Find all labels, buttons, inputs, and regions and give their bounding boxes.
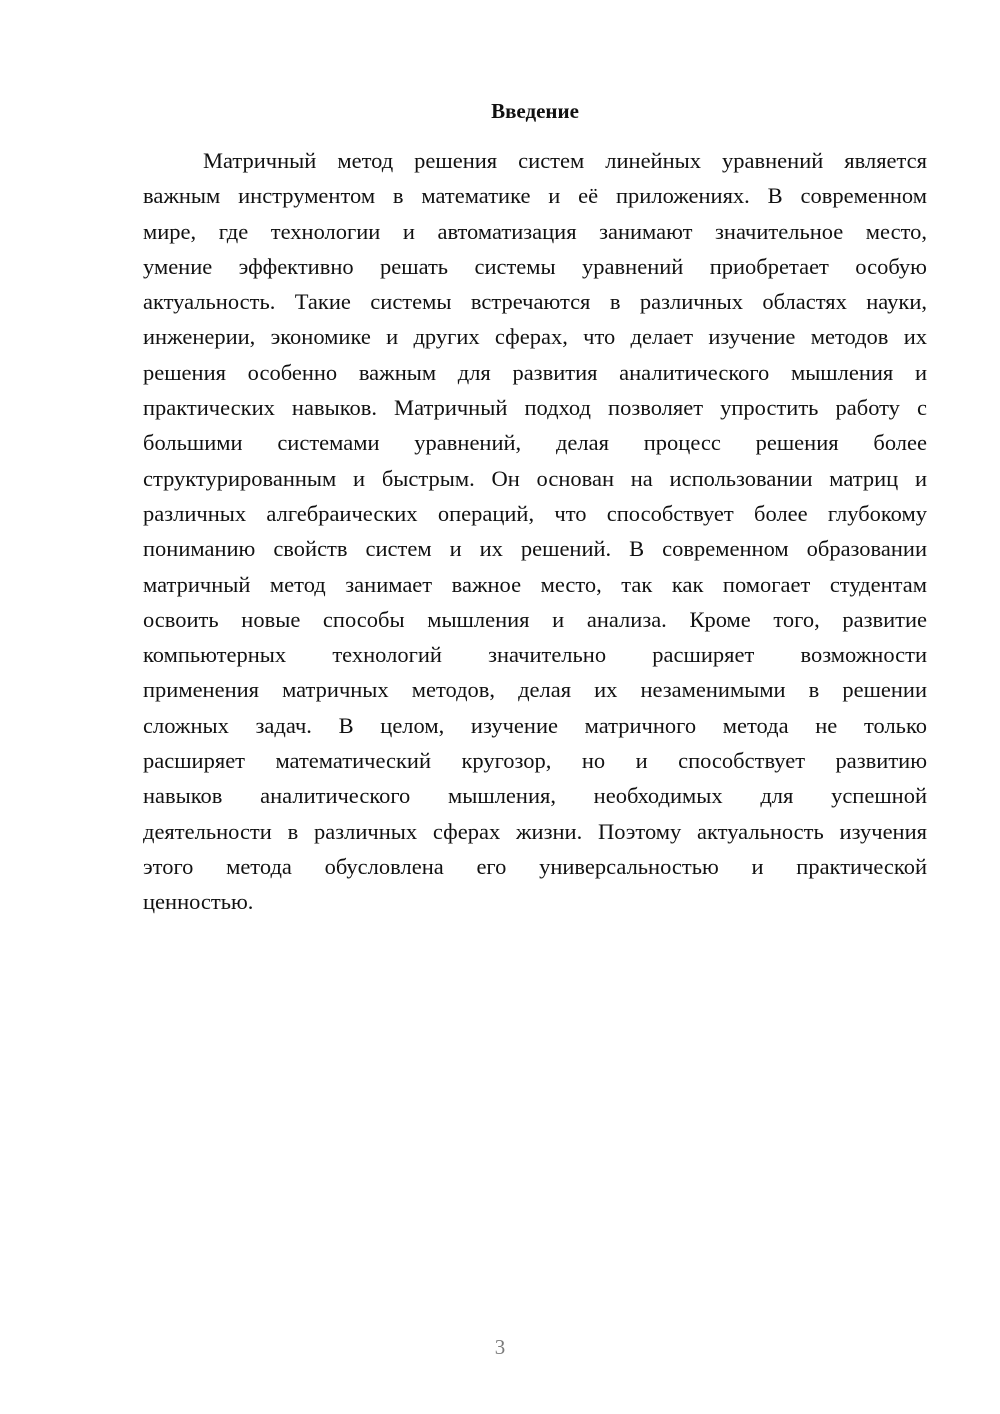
paragraph-line: мире, где технологии и автоматизация занимают значительное место, (143, 218, 927, 244)
paragraph-line: сложных задач. В целом, изучение матричного метода не только (143, 712, 927, 738)
paragraph-line: этого метода обусловлена его универсальностью и практической (143, 853, 927, 879)
paragraph-line: освоить новые способы мышления и анализа. Кроме того, развитие (143, 606, 927, 632)
paragraph-line: матричный метод занимает важное место, так как помогает студентам (143, 571, 927, 597)
paragraph-line: важным инструментом в математике и её приложениях. В современном (143, 183, 927, 209)
paragraph-line: навыков аналитического мышления, необходимых для успешной (143, 783, 927, 809)
paragraph-line: расширяет математический кругозор, но и способствует развитию (143, 748, 927, 774)
paragraph-line: различных алгебраических операций, что способствует более глубокому (143, 500, 927, 526)
paragraph-line: структурированным и быстрым. Он основан на использовании матриц и (143, 465, 927, 491)
paragraph-line: практических навыков. Матричный подход позволяет упростить работу с (143, 395, 927, 421)
paragraph-line: умение эффективно решать системы уравнений приобретает особую (143, 253, 927, 279)
page-number: 3 (494, 1335, 506, 1359)
paragraph-line: деятельности в различных сферах жизни. Поэтому актуальность изучения (143, 818, 927, 844)
paragraph-line: решения особенно важным для развития аналитического мышления и (143, 359, 927, 385)
paragraph-line: ценностью. (143, 889, 254, 915)
paragraph-line: Матричный метод решения систем линейных уравнений является (203, 148, 927, 173)
paragraph-line: инженерии, экономике и других сферах, что делает изучение методов их (143, 324, 927, 350)
paragraph-line: актуальность. Такие системы встречаются в различных областях науки, (143, 289, 927, 315)
body-paragraph (143, 143, 927, 920)
paragraph-line: применения матричных методов, делая их незаменимыми в решении (143, 677, 927, 703)
paragraph-line: большими системами уравнений, делая процесс решения более (143, 430, 927, 456)
paragraph-line: компьютерных технологий значительно расширяет возможности (143, 642, 927, 668)
section-title: Введение (491, 99, 579, 123)
paragraph-line: пониманию свойств систем и их решений. В современном образовании (143, 536, 927, 562)
